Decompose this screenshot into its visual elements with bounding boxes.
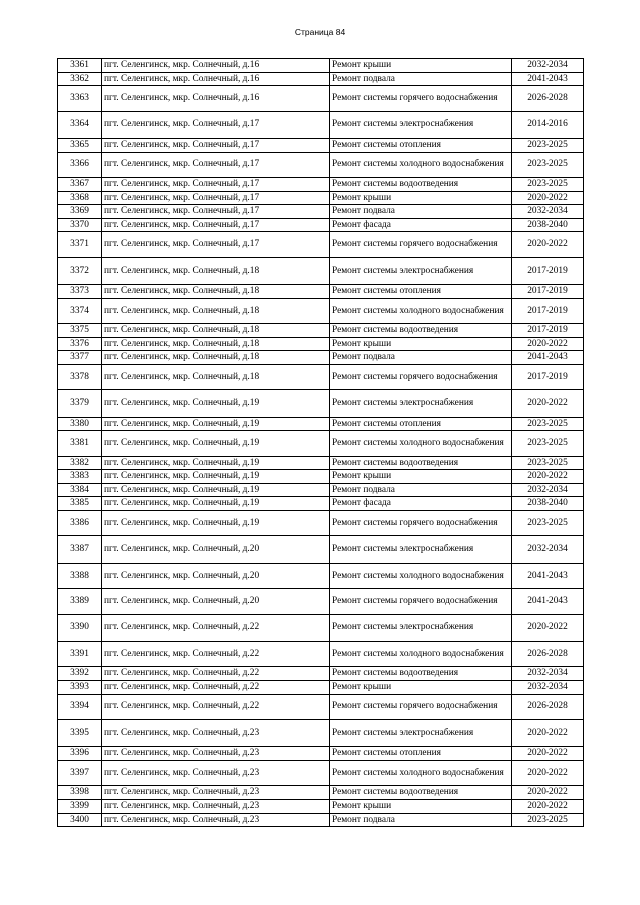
row-period: 2032-2034: [512, 205, 584, 219]
row-address: пгт. Селенгинск, мкр. Солнечный, д.22: [102, 694, 330, 719]
row-address: пгт. Селенгинск, мкр. Солнечный, д.18: [102, 351, 330, 365]
table-row: [58, 111, 584, 138]
row-work-type: Ремонт крыши: [330, 191, 512, 205]
row-work-type: Ремонт системы холодного водоснабжения: [330, 298, 512, 323]
row-work-type: Ремонт системы электроснабжения: [330, 536, 512, 563]
row-period: 2032-2034: [512, 536, 584, 563]
row-number: 3385: [58, 497, 102, 511]
row-work-type: Ремонт системы горячего водоснабжения: [330, 232, 512, 257]
row-address: пгт. Селенгинск, мкр. Солнечный, д.17: [102, 205, 330, 219]
row-work-type: Ремонт системы холодного водоснабжения: [330, 431, 512, 456]
row-address: пгт. Селенгинск, мкр. Солнечный, д.23: [102, 813, 330, 827]
row-period: 2020-2022: [512, 614, 584, 641]
row-address: пгт. Селенгинск, мкр. Солнечный, д.23: [102, 760, 330, 785]
row-address: пгт. Селенгинск, мкр. Солнечный, д.19: [102, 417, 330, 431]
row-period: 2023-2025: [512, 177, 584, 191]
row-work-type: Ремонт системы водоотведения: [330, 667, 512, 681]
row-address: пгт. Селенгинск, мкр. Солнечный, д.19: [102, 431, 330, 456]
row-address: пгт. Селенгинск, мкр. Солнечный, д.22: [102, 614, 330, 641]
row-work-type: Ремонт системы отопления: [330, 138, 512, 152]
row-work-type: Ремонт системы холодного водоснабжения: [330, 152, 512, 177]
row-work-type: Ремонт подвала: [330, 205, 512, 219]
row-number: 3373: [58, 285, 102, 299]
row-address: пгт. Селенгинск, мкр. Солнечный, д.19: [102, 483, 330, 497]
row-work-type: Ремонт подвала: [330, 813, 512, 827]
table-row: [58, 667, 584, 681]
row-period: 2017-2019: [512, 257, 584, 284]
table-row: [58, 641, 584, 666]
row-work-type: Ремонт крыши: [330, 680, 512, 694]
row-period: 2020-2022: [512, 760, 584, 785]
row-period: 2014-2016: [512, 111, 584, 138]
row-work-type: Ремонт системы водоотведения: [330, 324, 512, 338]
row-number: 3397: [58, 760, 102, 785]
row-address: пгт. Селенгинск, мкр. Солнечный, д.17: [102, 138, 330, 152]
table-row: [58, 563, 584, 588]
row-work-type: Ремонт подвала: [330, 351, 512, 365]
row-number: 3391: [58, 641, 102, 666]
row-number: 3367: [58, 177, 102, 191]
row-address: пгт. Селенгинск, мкр. Солнечный, д.19: [102, 390, 330, 417]
table-row: [58, 337, 584, 351]
row-work-type: Ремонт фасада: [330, 497, 512, 511]
row-number: 3368: [58, 191, 102, 205]
row-number: 3382: [58, 456, 102, 470]
row-number: 3372: [58, 257, 102, 284]
row-work-type: Ремонт системы электроснабжения: [330, 111, 512, 138]
row-number: 3386: [58, 511, 102, 536]
row-period: 2020-2022: [512, 747, 584, 761]
row-period: 2026-2028: [512, 694, 584, 719]
table-row: [58, 218, 584, 232]
row-period: 2038-2040: [512, 497, 584, 511]
row-work-type: Ремонт системы отопления: [330, 285, 512, 299]
table-row: [58, 483, 584, 497]
row-period: 2032-2034: [512, 59, 584, 73]
row-number: 3379: [58, 390, 102, 417]
table-row: [58, 191, 584, 205]
table-row: [58, 470, 584, 484]
row-address: пгт. Селенгинск, мкр. Солнечный, д.17: [102, 177, 330, 191]
row-number: 3387: [58, 536, 102, 563]
row-address: пгт. Селенгинск, мкр. Солнечный, д.19: [102, 456, 330, 470]
row-work-type: Ремонт подвала: [330, 483, 512, 497]
row-number: 3384: [58, 483, 102, 497]
row-work-type: Ремонт системы водоотведения: [330, 177, 512, 191]
table-row: [58, 152, 584, 177]
row-address: пгт. Селенгинск, мкр. Солнечный, д.18: [102, 337, 330, 351]
row-number: 3393: [58, 680, 102, 694]
row-address: пгт. Селенгинск, мкр. Солнечный, д.18: [102, 298, 330, 323]
row-work-type: Ремонт подвала: [330, 72, 512, 86]
row-address: пгт. Селенгинск, мкр. Солнечный, д.23: [102, 747, 330, 761]
row-address: пгт. Селенгинск, мкр. Солнечный, д.22: [102, 641, 330, 666]
row-number: 3374: [58, 298, 102, 323]
table-row: [58, 72, 584, 86]
row-work-type: Ремонт системы отопления: [330, 747, 512, 761]
row-period: 2038-2040: [512, 218, 584, 232]
row-address: пгт. Селенгинск, мкр. Солнечный, д.23: [102, 719, 330, 746]
row-period: 2017-2019: [512, 298, 584, 323]
table-row: [58, 364, 584, 389]
table-row: [58, 59, 584, 73]
row-address: пгт. Селенгинск, мкр. Солнечный, д.22: [102, 667, 330, 681]
table-row: [58, 614, 584, 641]
table-row: [58, 86, 584, 111]
row-address: пгт. Селенгинск, мкр. Солнечный, д.19: [102, 470, 330, 484]
row-period: 2023-2025: [512, 511, 584, 536]
row-period: 2023-2025: [512, 152, 584, 177]
row-work-type: Ремонт системы горячего водоснабжения: [330, 694, 512, 719]
row-period: 2020-2022: [512, 390, 584, 417]
row-number: 3361: [58, 59, 102, 73]
row-period: 2023-2025: [512, 813, 584, 827]
row-number: 3381: [58, 431, 102, 456]
row-work-type: Ремонт системы электроснабжения: [330, 614, 512, 641]
table-row: [58, 747, 584, 761]
row-number: 3388: [58, 563, 102, 588]
table-row: [58, 786, 584, 800]
page-header: Страница 84: [294, 27, 346, 37]
row-number: 3392: [58, 667, 102, 681]
row-period: 2023-2025: [512, 138, 584, 152]
row-number: 3370: [58, 218, 102, 232]
row-number: 3395: [58, 719, 102, 746]
table-row: [58, 680, 584, 694]
row-address: пгт. Селенгинск, мкр. Солнечный, д.18: [102, 257, 330, 284]
row-work-type: Ремонт крыши: [330, 470, 512, 484]
row-work-type: Ремонт системы водоотведения: [330, 456, 512, 470]
row-work-type: Ремонт крыши: [330, 59, 512, 73]
row-number: 3376: [58, 337, 102, 351]
table-row: [58, 719, 584, 746]
table-row: [58, 536, 584, 563]
row-work-type: Ремонт крыши: [330, 337, 512, 351]
row-number: 3378: [58, 364, 102, 389]
table-row: [58, 456, 584, 470]
works-table: [57, 58, 584, 827]
row-period: 2023-2025: [512, 456, 584, 470]
row-period: 2041-2043: [512, 589, 584, 614]
row-period: 2017-2019: [512, 324, 584, 338]
row-period: 2020-2022: [512, 337, 584, 351]
row-period: 2032-2034: [512, 680, 584, 694]
row-work-type: Ремонт системы горячего водоснабжения: [330, 86, 512, 111]
row-period: 2023-2025: [512, 417, 584, 431]
row-work-type: Ремонт крыши: [330, 799, 512, 813]
row-number: 3366: [58, 152, 102, 177]
row-period: 2020-2022: [512, 719, 584, 746]
row-period: 2041-2043: [512, 72, 584, 86]
row-address: пгт. Селенгинск, мкр. Солнечный, д.18: [102, 324, 330, 338]
row-address: пгт. Селенгинск, мкр. Солнечный, д.20: [102, 536, 330, 563]
row-period: 2041-2043: [512, 351, 584, 365]
row-address: пгт. Селенгинск, мкр. Солнечный, д.23: [102, 786, 330, 800]
row-work-type: Ремонт системы холодного водоснабжения: [330, 563, 512, 588]
row-address: пгт. Селенгинск, мкр. Солнечный, д.19: [102, 497, 330, 511]
table-row: [58, 351, 584, 365]
table-row: [58, 694, 584, 719]
row-period: 2032-2034: [512, 483, 584, 497]
row-address: пгт. Селенгинск, мкр. Солнечный, д.16: [102, 86, 330, 111]
row-number: 3363: [58, 86, 102, 111]
row-work-type: Ремонт системы водоотведения: [330, 786, 512, 800]
row-period: 2020-2022: [512, 786, 584, 800]
row-address: пгт. Селенгинск, мкр. Солнечный, д.23: [102, 799, 330, 813]
row-address: пгт. Селенгинск, мкр. Солнечный, д.18: [102, 285, 330, 299]
row-address: пгт. Селенгинск, мкр. Солнечный, д.17: [102, 191, 330, 205]
row-address: пгт. Селенгинск, мкр. Солнечный, д.22: [102, 680, 330, 694]
table-row: [58, 285, 584, 299]
table-row: [58, 511, 584, 536]
table-row: [58, 232, 584, 257]
works-table-body: [58, 59, 584, 827]
row-number: 3394: [58, 694, 102, 719]
row-work-type: Ремонт системы горячего водоснабжения: [330, 364, 512, 389]
table-row: [58, 177, 584, 191]
row-number: 3399: [58, 799, 102, 813]
row-number: 3377: [58, 351, 102, 365]
row-work-type: Ремонт системы электроснабжения: [330, 719, 512, 746]
row-number: 3365: [58, 138, 102, 152]
row-number: 3380: [58, 417, 102, 431]
table-row: [58, 324, 584, 338]
row-number: 3375: [58, 324, 102, 338]
row-number: 3390: [58, 614, 102, 641]
row-period: 2020-2022: [512, 191, 584, 205]
row-address: пгт. Селенгинск, мкр. Солнечный, д.17: [102, 152, 330, 177]
row-number: 3362: [58, 72, 102, 86]
row-number: 3383: [58, 470, 102, 484]
row-work-type: Ремонт системы холодного водоснабжения: [330, 760, 512, 785]
row-address: пгт. Селенгинск, мкр. Солнечный, д.18: [102, 364, 330, 389]
table-row: [58, 497, 584, 511]
row-work-type: Ремонт системы холодного водоснабжения: [330, 641, 512, 666]
row-period: 2023-2025: [512, 431, 584, 456]
row-address: пгт. Селенгинск, мкр. Солнечный, д.17: [102, 111, 330, 138]
row-address: пгт. Селенгинск, мкр. Солнечный, д.19: [102, 511, 330, 536]
table-row: [58, 431, 584, 456]
table-row: [58, 257, 584, 284]
row-period: 2026-2028: [512, 641, 584, 666]
row-address: пгт. Селенгинск, мкр. Солнечный, д.20: [102, 589, 330, 614]
row-period: 2041-2043: [512, 563, 584, 588]
row-number: 3371: [58, 232, 102, 257]
row-period: 2017-2019: [512, 364, 584, 389]
table-row: [58, 813, 584, 827]
row-work-type: Ремонт системы горячего водоснабжения: [330, 511, 512, 536]
table-row: [58, 390, 584, 417]
table-row: [58, 760, 584, 785]
row-address: пгт. Селенгинск, мкр. Солнечный, д.16: [102, 59, 330, 73]
table-row: [58, 589, 584, 614]
row-work-type: Ремонт фасада: [330, 218, 512, 232]
row-number: 3364: [58, 111, 102, 138]
row-number: 3389: [58, 589, 102, 614]
row-period: 2020-2022: [512, 470, 584, 484]
row-period: 2032-2034: [512, 667, 584, 681]
table-row: [58, 298, 584, 323]
row-address: пгт. Селенгинск, мкр. Солнечный, д.17: [102, 232, 330, 257]
row-address: пгт. Селенгинск, мкр. Солнечный, д.20: [102, 563, 330, 588]
row-work-type: Ремонт системы электроснабжения: [330, 390, 512, 417]
row-number: 3369: [58, 205, 102, 219]
row-work-type: Ремонт системы горячего водоснабжения: [330, 589, 512, 614]
row-address: пгт. Селенгинск, мкр. Солнечный, д.17: [102, 218, 330, 232]
row-address: пгт. Селенгинск, мкр. Солнечный, д.16: [102, 72, 330, 86]
row-period: 2026-2028: [512, 86, 584, 111]
row-number: 3396: [58, 747, 102, 761]
table-row: [58, 417, 584, 431]
table-row: [58, 138, 584, 152]
row-period: 2017-2019: [512, 285, 584, 299]
row-work-type: Ремонт системы отопления: [330, 417, 512, 431]
row-work-type: Ремонт системы электроснабжения: [330, 257, 512, 284]
row-period: 2020-2022: [512, 232, 584, 257]
row-number: 3398: [58, 786, 102, 800]
table-row: [58, 799, 584, 813]
table-row: [58, 205, 584, 219]
row-number: 3400: [58, 813, 102, 827]
row-period: 2020-2022: [512, 799, 584, 813]
